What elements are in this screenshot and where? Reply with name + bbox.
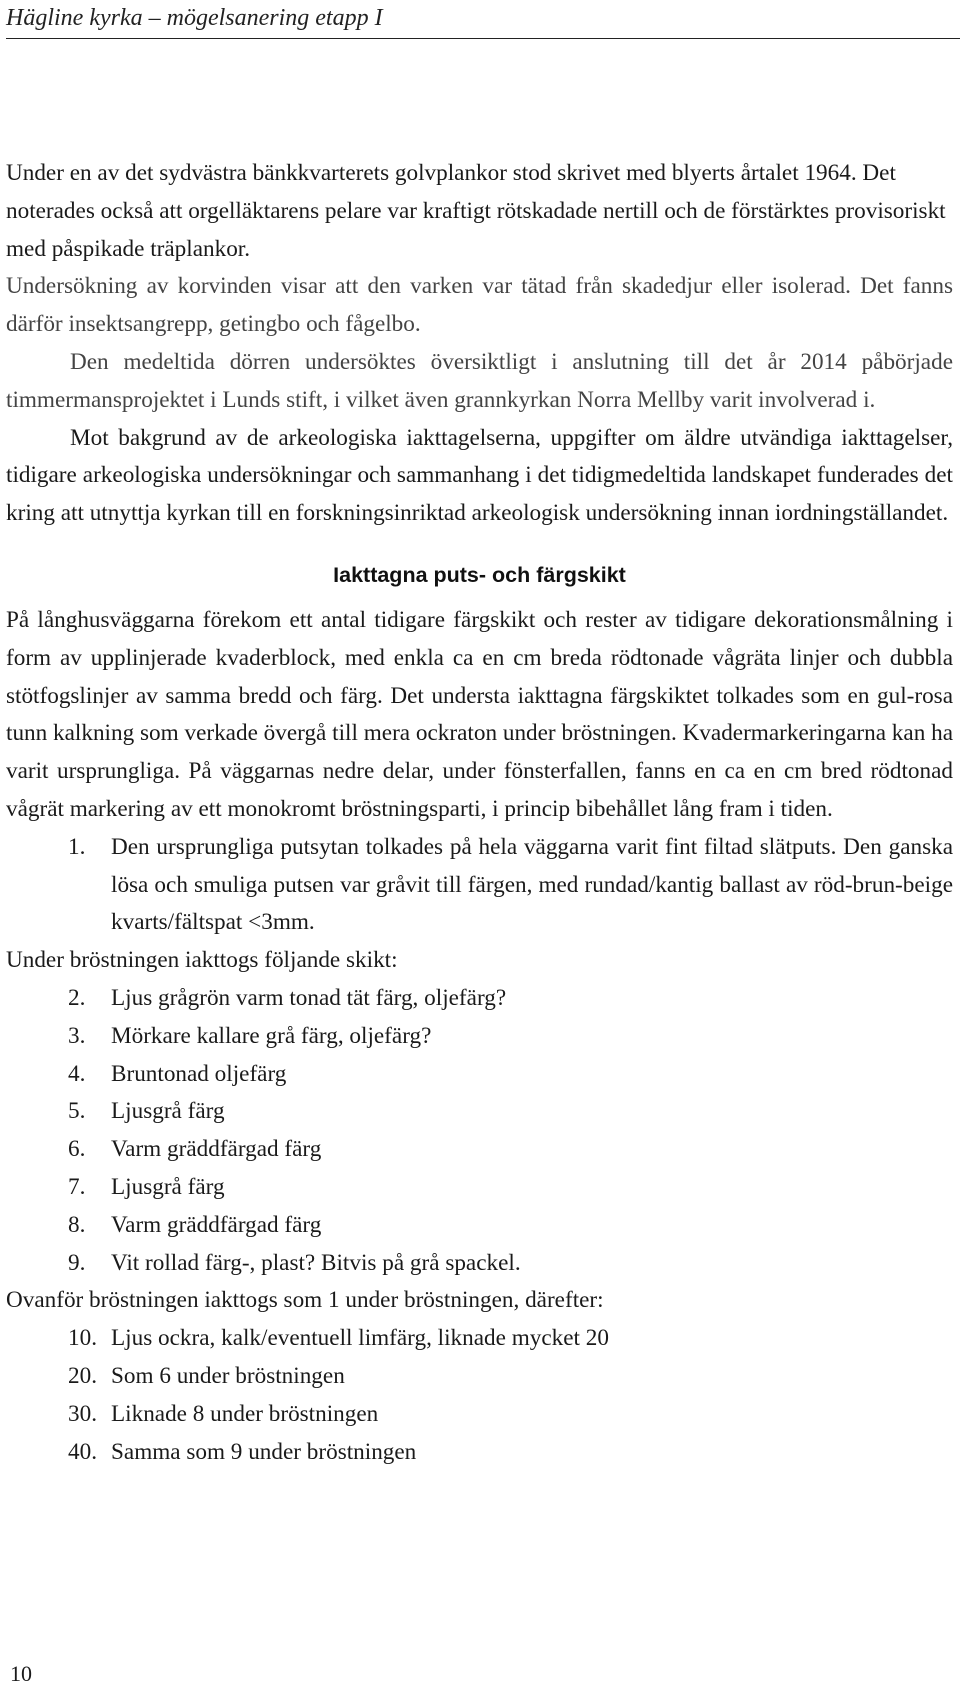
list-item xyxy=(6,1018,953,1056)
list-item-number: 20. xyxy=(68,1362,97,1389)
list-item-text: Varm gräddfärgad färg xyxy=(111,1211,322,1238)
list-item xyxy=(6,1169,953,1207)
list-item xyxy=(6,1131,953,1169)
layer-list-above-dado xyxy=(6,1320,953,1471)
list-item-number: 10. xyxy=(68,1325,97,1352)
layer-list-below-dado xyxy=(6,980,953,1282)
list-item xyxy=(6,1207,953,1245)
list-item xyxy=(6,980,953,1018)
below-dado-intro: Under bröstningen iakttogs följande skikt: xyxy=(6,947,398,974)
list-item-text: Ljus ockra, kalk/eventuell limfärg, liknade mycket 20 xyxy=(111,1325,609,1352)
list-item xyxy=(6,1358,953,1396)
paragraph-archaeology: Mot bakgrund av de arkeologiska iakttagelserna, uppgifter om äldre utvändiga iakttagelser, tidigare arkeologiska undersökningar och sammanhang i det tidigmedeltida landskapet funderades det kring att utnyttja kyrkan till en forskningsinriktad arkeologisk undersökning innan iordningställandet. xyxy=(6,424,953,527)
page-number: 10 xyxy=(10,1661,32,1686)
page-body xyxy=(6,155,953,1471)
list-item-text: Ljusgrå färg xyxy=(111,1173,225,1200)
list-item xyxy=(6,1056,953,1094)
section-heading: Iakttagna puts- och färgskikt xyxy=(333,562,626,587)
paragraph-nave-walls: På långhusväggarna förekom ett antal tidigare färgskikt och rester av tidigare dekorationsmålning i form av upplinjerade kvaderblock, med enkla ca en cm breda rödtonade vågräta linjer och dubbla stötfogslinjer av samma bredd och färg. Det understa iakttagna färgskiktet tolkades som en gul-rosa tunn kalkning som verkade övergå till mera ockraton under bröstningen. Kvadermarkeringarna kan ha varit ursprungliga. På väggarnas nedre delar, under fönsterfallen, fanns en ca en cm bred rödtonad vågrät markering av ett monokromt bröstningsparti, i princip bibehållet lång fram i tiden. xyxy=(6,606,953,822)
list-item xyxy=(6,1320,953,1358)
list-item-text: Ljus grågrön varm tonad tät färg, oljefärg? xyxy=(111,984,507,1011)
list-item-text: Ljusgrå färg xyxy=(111,1098,225,1125)
list-item-number: 40. xyxy=(68,1438,97,1465)
list-item-number: 9. xyxy=(68,1249,86,1276)
list-item-text: Bruntonad oljefärg xyxy=(111,1060,287,1087)
list-item xyxy=(6,829,953,942)
list-item xyxy=(6,1396,953,1434)
list-item-number: 4. xyxy=(68,1060,86,1087)
paragraph-choir-attic: Undersökning av korvinden visar att den varken var tätad från skadedjur eller isolerad. Det fanns därför insektsangrepp, getingbo och fågelbo. xyxy=(6,273,953,338)
list-item-text: Vit rollad färg-, plast? Bitvis på grå spackel. xyxy=(111,1249,521,1276)
list-item-number: 2. xyxy=(68,984,86,1011)
list-item-number: 1. xyxy=(68,833,86,860)
list-item-text: Varm gräddfärgad färg xyxy=(111,1136,322,1163)
list-item xyxy=(6,1434,953,1472)
list-item-number: 7. xyxy=(68,1173,86,1200)
list-item-text: Den ursprungliga putsytan tolkades på hela väggarna varit fint filtad slätputs. Den ganska lösa och smuliga putsen var gråvit till färgen, med rundad/kantig ballast av röd-brun-beige kvarts/fältspat <3mm. xyxy=(111,833,953,936)
running-header xyxy=(6,0,960,39)
list-item-text: Samma som 9 under bröstningen xyxy=(111,1438,417,1465)
list-item xyxy=(6,1245,953,1283)
layer-list-original xyxy=(6,829,953,942)
above-dado-intro: Ovanför bröstningen iakttogs som 1 under bröstningen, därefter: xyxy=(6,1287,604,1314)
paragraph-medieval-door: Den medeltida dörren undersöktes översiktligt i anslutning till det år 2014 påbörjade timmermansprojektet i Lunds stift, i vilket även grannkyrkan Norra Mellby varit involverad i. xyxy=(6,348,953,413)
list-item-text: Mörkare kallare grå färg, oljefärg? xyxy=(111,1022,432,1049)
list-item-text: Liknade 8 under bröstningen xyxy=(111,1400,379,1427)
list-item-number: 3. xyxy=(68,1022,86,1049)
list-item-text: Som 6 under bröstningen xyxy=(111,1362,345,1389)
list-item-number: 5. xyxy=(68,1098,86,1125)
paragraph-bench-inscription: Under en av det sydvästra bänkkvarterets golvplankor stod skrivet med blyerts årtalet 1964. Det noterades också att orgelläktarens pelare var kraftigt rötskadade nertill och de förstärktes provisoriskt med påspikade träplankor. xyxy=(6,160,946,262)
list-item xyxy=(6,1093,953,1131)
list-item-number: 30. xyxy=(68,1400,97,1427)
list-item-number: 8. xyxy=(68,1211,86,1238)
list-item-number: 6. xyxy=(68,1136,86,1163)
running-header-title: Hägline kyrka – mögelsanering etapp I xyxy=(6,5,383,31)
